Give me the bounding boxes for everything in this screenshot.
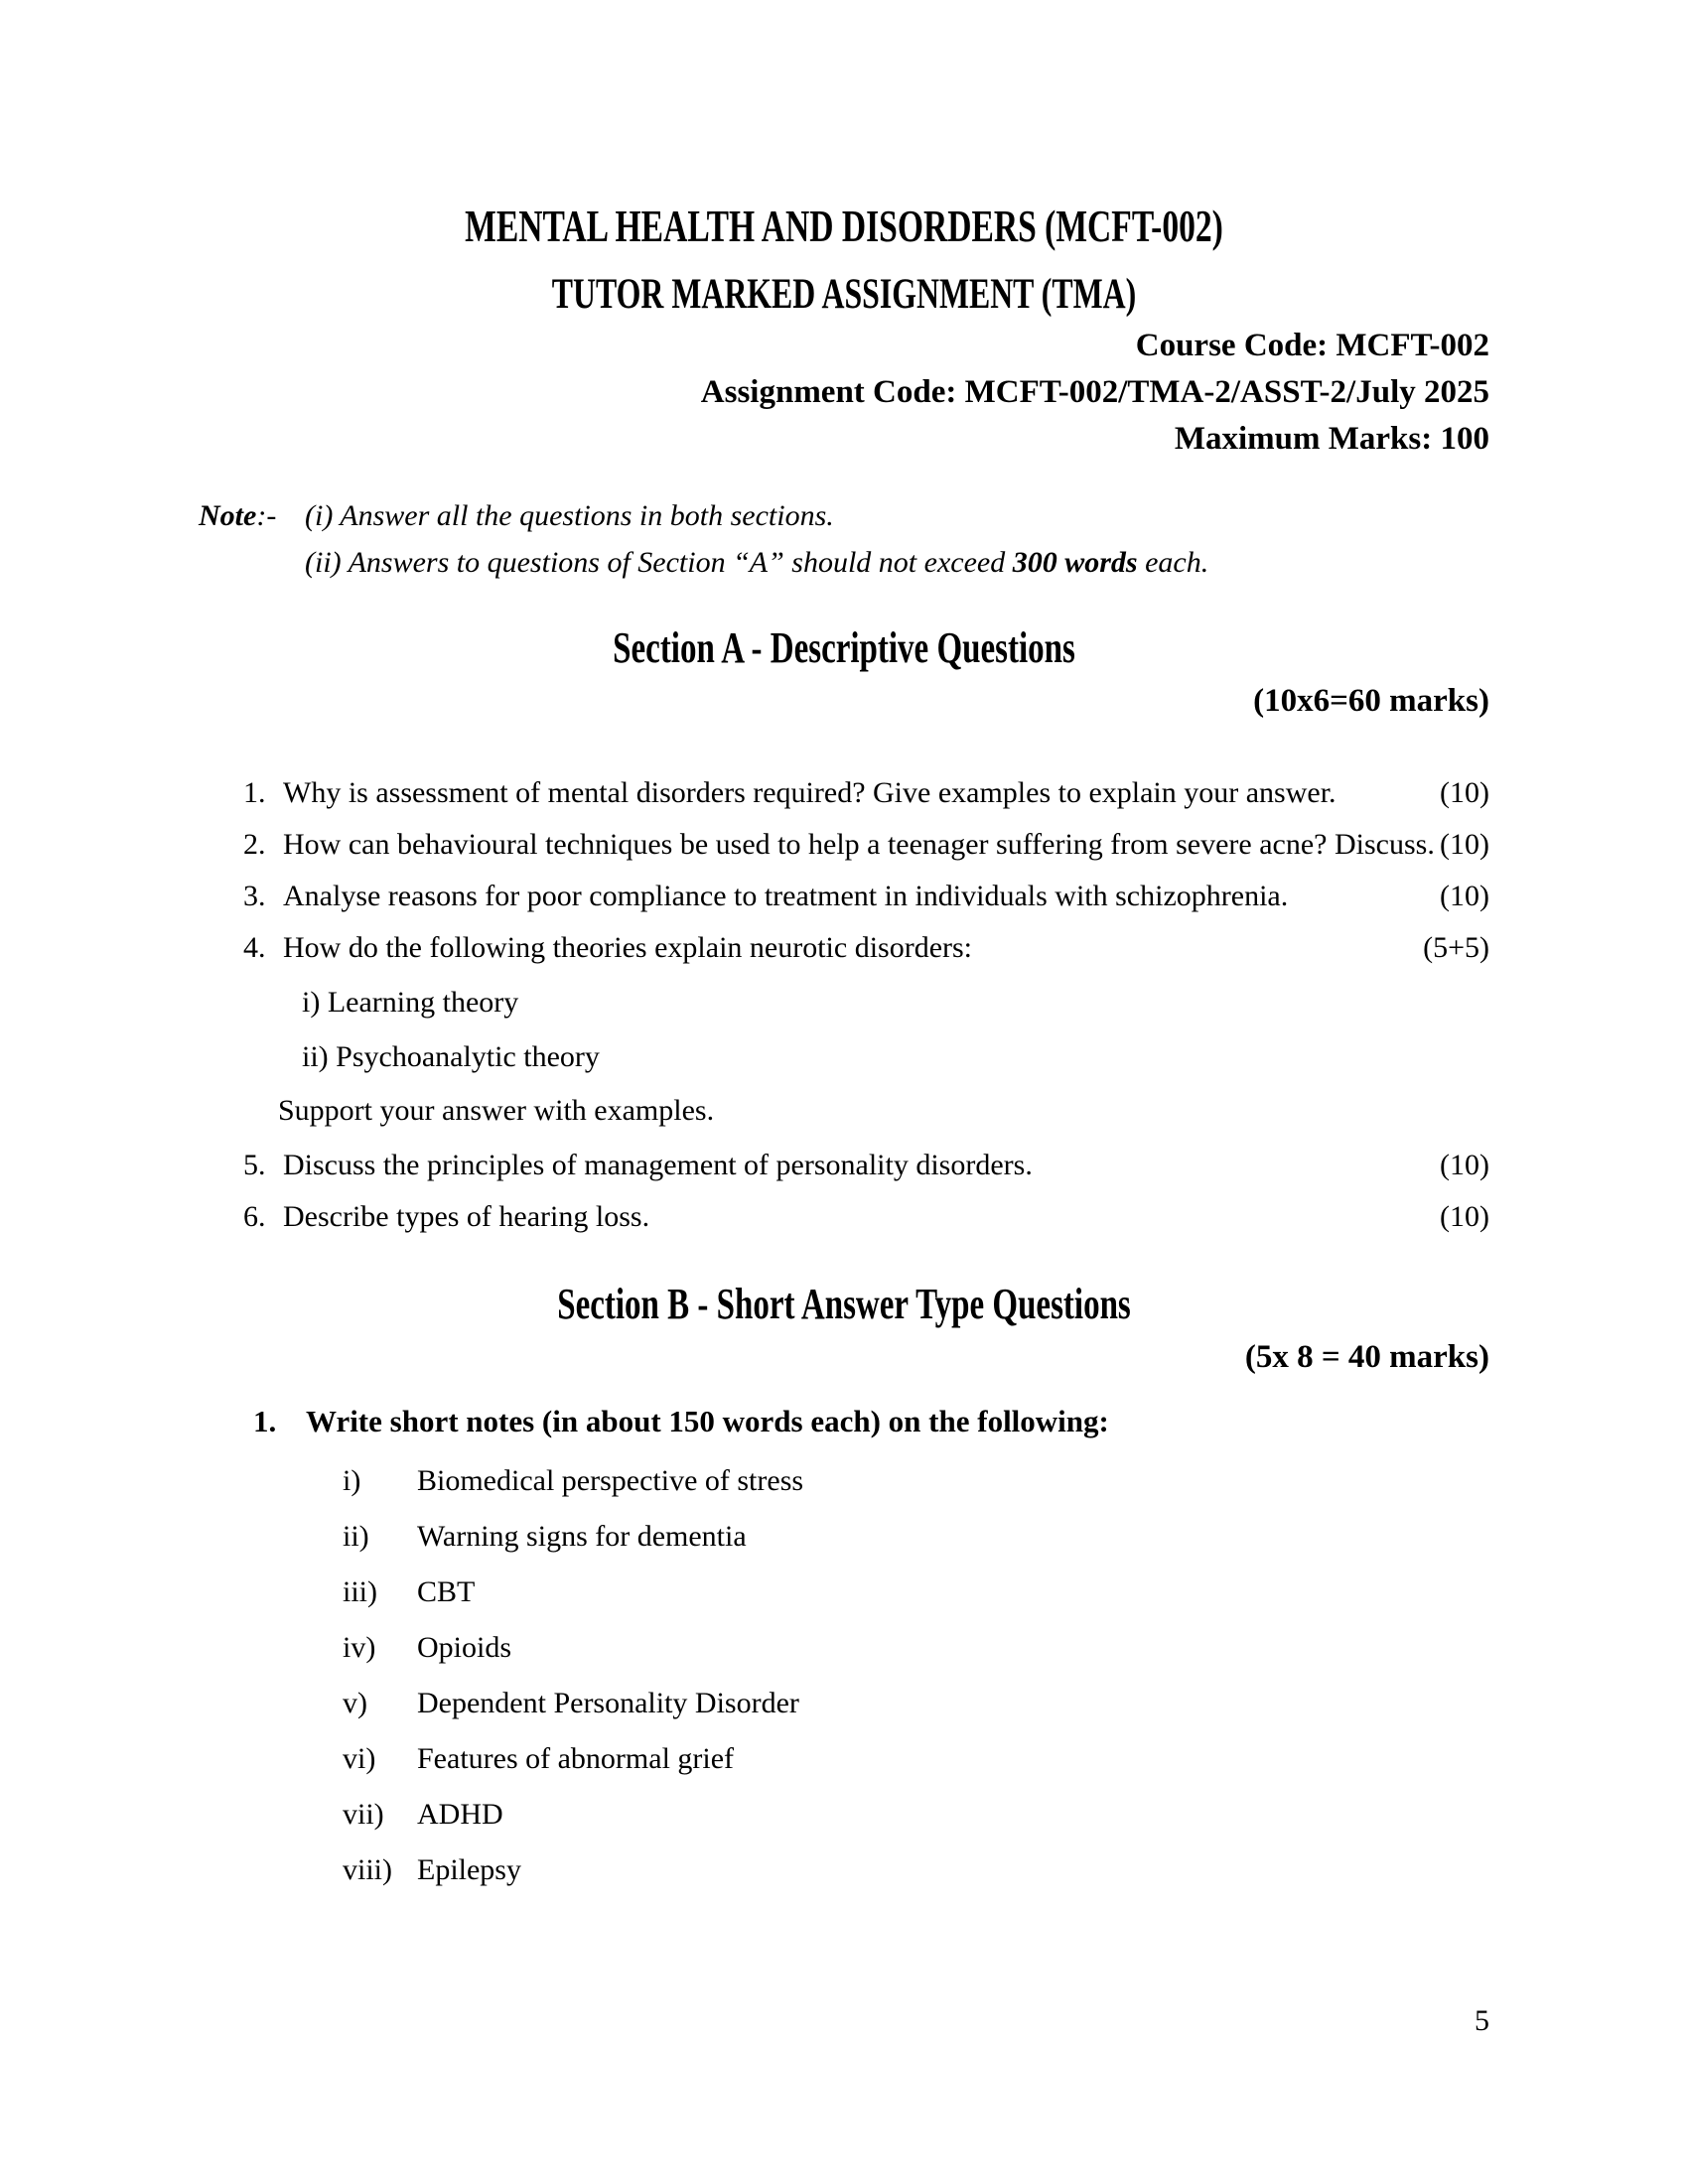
- short-note-item-iv-text: Opioids: [417, 1631, 512, 1664]
- question-3-marks: (10): [1440, 880, 1489, 912]
- question-2: [199, 829, 1489, 860]
- question-2-marks: (10): [1440, 828, 1489, 861]
- note-item-i: (i) Answer all the questions in both sections.: [305, 499, 834, 532]
- short-note-item-vii-text: ADHD: [417, 1798, 503, 1831]
- question-3-number: 3.: [243, 880, 266, 912]
- section-a-marks-note: (10x6=60 marks): [1253, 683, 1489, 719]
- section-b-question-1-number: 1.: [253, 1404, 277, 1438]
- document-title: MENTAL HEALTH AND DISORDERS (MCFT-002): [465, 201, 1223, 251]
- short-note-item-iv: [343, 1632, 1489, 1663]
- note-separator: :-: [256, 499, 277, 532]
- short-note-item-v-numeral: v): [343, 1687, 367, 1719]
- question-6-text: Describe types of hearing loss.: [283, 1200, 650, 1233]
- question-4-number: 4.: [243, 931, 266, 964]
- short-note-item-viii-text: Epilepsy: [417, 1853, 521, 1886]
- section-a-heading: Section A - Descriptive Questions: [613, 623, 1075, 672]
- short-note-item-ii-text: Warning signs for dementia: [417, 1520, 747, 1553]
- section-b-question-1: [199, 1406, 1489, 1437]
- note-item-ii: [305, 539, 1489, 586]
- question-6: [199, 1201, 1489, 1232]
- short-note-item-vii: [343, 1799, 1489, 1830]
- short-note-item-vii-numeral: vii): [343, 1798, 384, 1831]
- note-block: [199, 492, 1489, 586]
- question-1-marks: (10): [1440, 776, 1489, 809]
- question-5: [199, 1150, 1489, 1180]
- question-5-number: 5.: [243, 1149, 266, 1181]
- short-note-item-ii-numeral: ii): [343, 1520, 369, 1553]
- document-subtitle: TUTOR MARKED ASSIGNMENT (TMA): [551, 271, 1137, 318]
- assignment-code-line: Assignment Code: MCFT-002/TMA-2/ASST-2/July 2025: [700, 374, 1489, 410]
- section-b-heading: Section B - Short Answer Type Questions: [557, 1280, 1131, 1328]
- meta-block: [199, 323, 1489, 463]
- course-code-line: Course Code: MCFT-002: [1135, 328, 1489, 363]
- question-4-sub-item-ii: ii) Psychoanalytic theory: [302, 1040, 600, 1073]
- short-notes-list: [199, 1465, 1489, 1885]
- question-6-marks: (10): [1440, 1200, 1489, 1233]
- note-item-ii-prefix: (ii) Answers to questions of Section “A” should not exceed: [305, 546, 1013, 579]
- note-items: [305, 492, 1489, 586]
- short-note-item-viii: [343, 1854, 1489, 1885]
- short-note-item-vi: [343, 1743, 1489, 1774]
- short-note-item-ii: [343, 1521, 1489, 1552]
- section-b-question-1-text: Write short notes (in about 150 words each) on the following:: [306, 1404, 1109, 1438]
- question-4-sub-item-i: i) Learning theory: [302, 986, 519, 1019]
- question-2-text: How can behavioural techniques be used to help a teenager suffering from severe acne? Discuss.: [283, 828, 1435, 861]
- question-2-number: 2.: [243, 828, 266, 861]
- question-5-marks: (10): [1440, 1149, 1489, 1181]
- short-note-item-v: [343, 1688, 1489, 1718]
- question-3-text: Analyse reasons for poor compliance to treatment in individuals with schizophrenia.: [283, 880, 1289, 912]
- note-item-ii-bold: 300 words: [1012, 546, 1138, 579]
- question-4-footer: Support your answer with examples.: [278, 1094, 715, 1127]
- short-note-item-vi-numeral: vi): [343, 1742, 376, 1775]
- question-1-text: Why is assessment of mental disorders required? Give examples to explain your answer.: [283, 776, 1336, 809]
- section-b-marks-note: (5x 8 = 40 marks): [1244, 1339, 1489, 1375]
- short-note-item-v-text: Dependent Personality Disorder: [417, 1687, 799, 1719]
- question-4-marks: (5+5): [1423, 931, 1489, 964]
- short-note-item-iii: [343, 1576, 1489, 1607]
- short-note-item-viii-numeral: viii): [343, 1853, 392, 1886]
- short-note-item-i-numeral: i): [343, 1464, 361, 1497]
- question-3: [199, 881, 1489, 911]
- question-4-text: How do the following theories explain neurotic disorders:: [283, 931, 973, 964]
- maximum-marks-line: Maximum Marks: 100: [1174, 421, 1489, 457]
- short-note-item-i-text: Biomedical perspective of stress: [417, 1464, 804, 1497]
- question-4: [199, 932, 1489, 963]
- short-note-item-i: [343, 1465, 1489, 1496]
- short-note-item-iv-numeral: iv): [343, 1631, 376, 1664]
- short-note-item-iii-numeral: iii): [343, 1575, 377, 1608]
- question-6-number: 6.: [243, 1200, 266, 1233]
- short-note-item-vi-text: Features of abnormal grief: [417, 1742, 735, 1775]
- question-1-number: 1.: [243, 776, 266, 809]
- section-a-questions: [199, 777, 1489, 1232]
- note-label: Note: [199, 499, 257, 532]
- note-label-column: [199, 492, 305, 586]
- note-item-ii-suffix: each.: [1137, 546, 1209, 579]
- question-1: [199, 777, 1489, 808]
- short-note-item-iii-text: CBT: [417, 1575, 476, 1608]
- question-5-text: Discuss the principles of management of personality disorders.: [283, 1149, 1033, 1181]
- page-number: 5: [1475, 2004, 1489, 2037]
